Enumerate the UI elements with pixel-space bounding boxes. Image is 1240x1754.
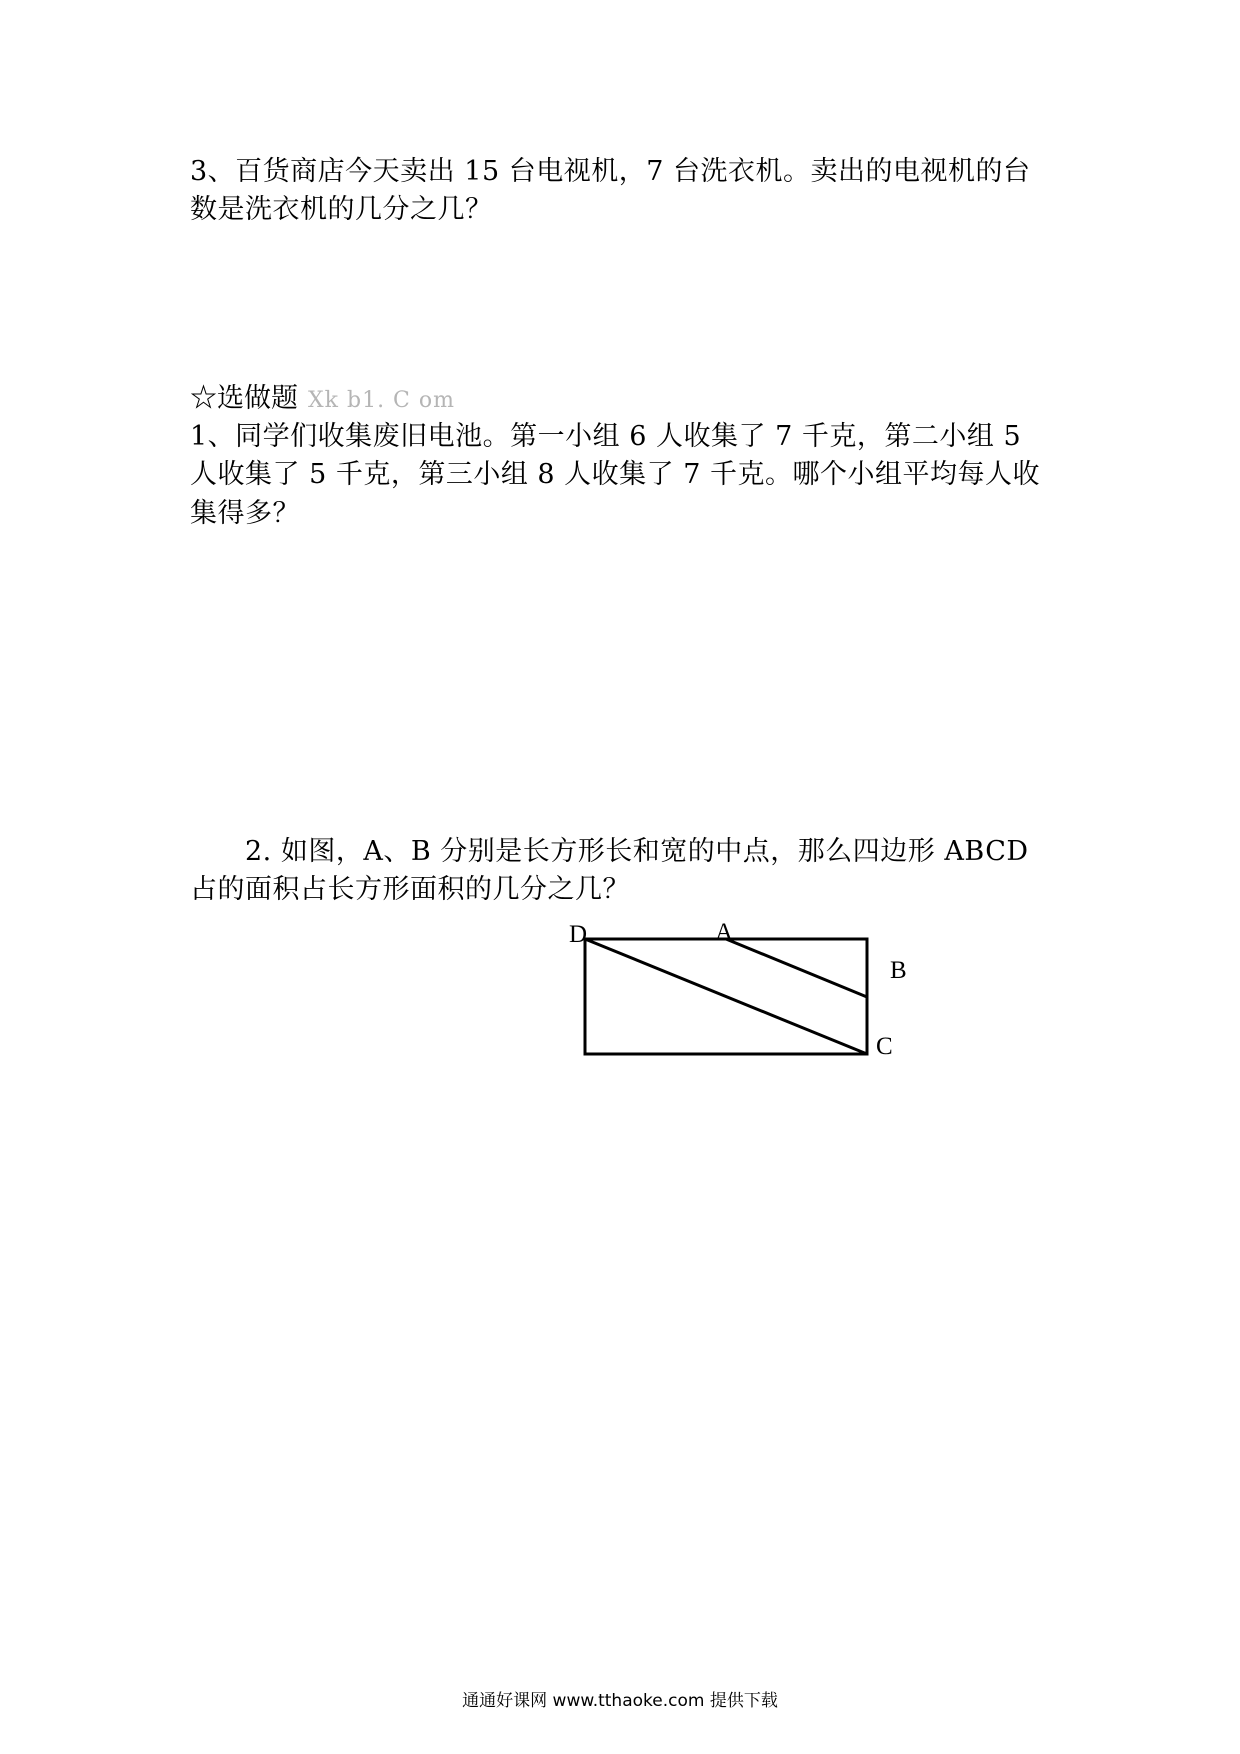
problem-3-line-2: 数是洗衣机的几分之几？ bbox=[190, 194, 493, 225]
problem-3-line-1: 3、百货商店今天卖出 15 台电视机，7 台洗衣机。卖出的电视机的台 bbox=[190, 156, 1031, 187]
optional-section-header bbox=[190, 385, 455, 412]
point-label-d: D bbox=[569, 921, 588, 948]
segment-a-to-b bbox=[726, 939, 867, 997]
diagonal-d-to-c bbox=[585, 939, 867, 1054]
optional-problem-1-line-1: 1、同学们收集废旧电池。第一小组 6 人收集了 7 千克，第二小组 5 bbox=[190, 421, 1022, 452]
point-label-c: C bbox=[876, 1033, 893, 1060]
optional-section-title: ☆选做题 bbox=[190, 383, 298, 414]
optional-problem-1-line-2: 人收集了 5 千克，第三小组 8 人收集了 7 千克。哪个小组平均每人收 bbox=[190, 459, 1041, 490]
watermark-text: Xk b1. C om bbox=[308, 388, 455, 413]
page-footer: 通通好课网 www.tthaoke.com 提供下载 bbox=[462, 1691, 778, 1711]
point-label-a: A bbox=[715, 919, 734, 946]
optional-problem-1-line-3: 集得多？ bbox=[190, 498, 300, 529]
point-label-b: B bbox=[890, 957, 907, 984]
optional-problem-2-line-1: 2. 如图，A、B 分别是长方形长和宽的中点，那么四边形 ABCD bbox=[245, 836, 1029, 867]
optional-problem-2-line-2: 占的面积占长方形面积的几分之几？ bbox=[190, 874, 630, 905]
